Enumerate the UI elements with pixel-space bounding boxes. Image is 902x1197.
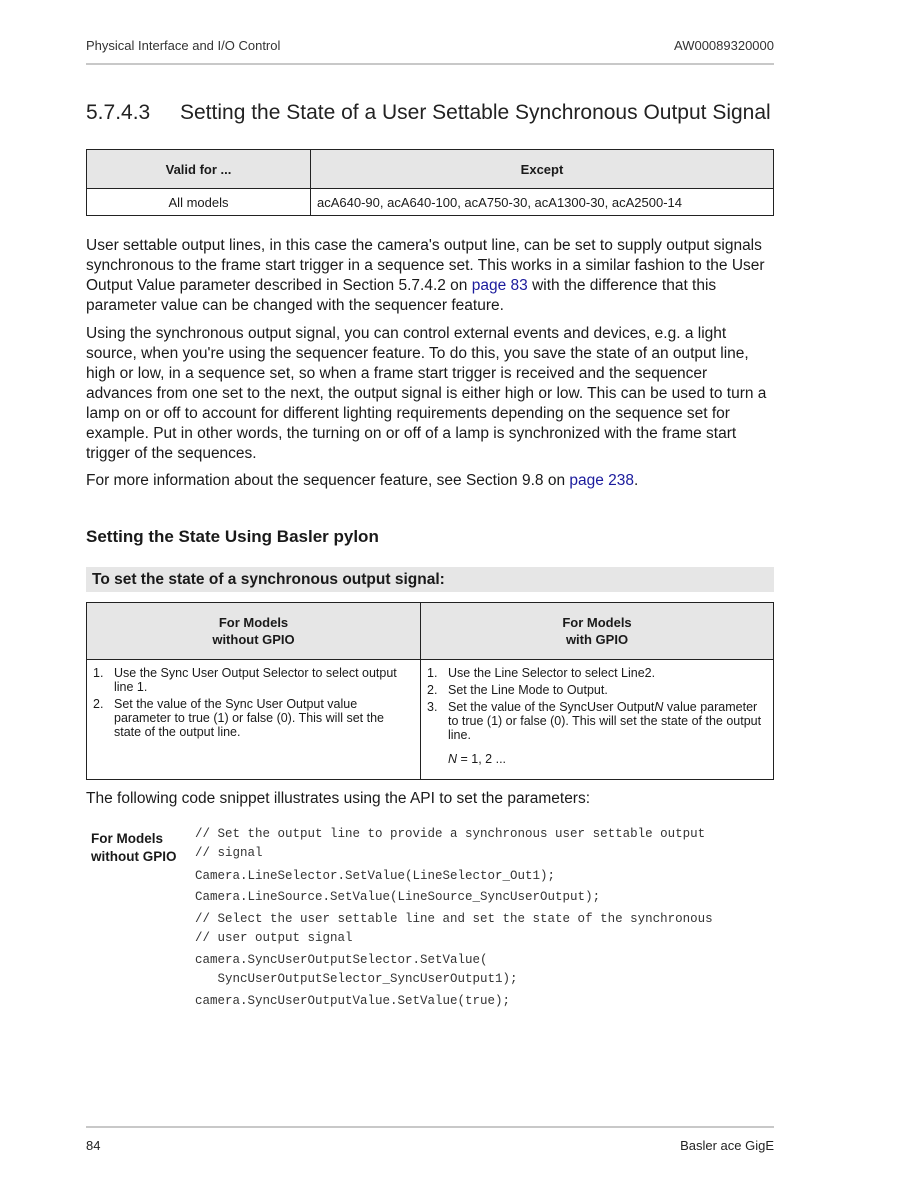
- validity-cell-except: acA640-90, acA640-100, acA750-30, acA1300-30, acA2500-14: [311, 189, 774, 216]
- code-line: // Set the output line to provide a synchronous user settable output: [195, 827, 706, 841]
- header-rule: [86, 63, 774, 65]
- n-values: = 1, 2 ...: [457, 752, 507, 766]
- list-item: [93, 697, 414, 739]
- header-line: without GPIO: [212, 632, 295, 647]
- page-83-link[interactable]: page 83: [471, 277, 528, 294]
- paragraph-text: .: [634, 472, 639, 489]
- more-info-paragraph: [86, 471, 776, 491]
- intro-paragraph: [86, 236, 776, 316]
- paragraph-text: For more information about the sequencer feature, see Section 9.8 on: [86, 472, 570, 489]
- step-number: 2.: [93, 697, 104, 711]
- step-text-italic: N: [654, 700, 664, 714]
- table-row: [87, 660, 774, 780]
- code-line: // signal: [195, 846, 263, 860]
- list-item: [427, 700, 767, 742]
- steps-header-with-gpio: [421, 603, 774, 660]
- code-label: [91, 830, 177, 866]
- code-line: camera.SyncUserOutputValue.SetValue(true);: [195, 994, 511, 1008]
- table-row: [87, 189, 774, 216]
- steps-cell-with-gpio: [421, 660, 774, 780]
- step-text: Use the Sync User Output Selector to select output line 1.: [114, 666, 397, 694]
- section-heading-text: Setting the State of a User Settable Synchronous Output Signal: [180, 101, 771, 124]
- step-text: value parameter to true (1) or false (0). This will set the state of the output line.: [448, 700, 762, 742]
- list-item: [93, 666, 414, 694]
- step-text: Set the Line Mode to Output.: [448, 683, 608, 697]
- footer-product-name: Basler ace GigE: [680, 1138, 774, 1153]
- page-number: 84: [86, 1138, 101, 1153]
- header-line: with GPIO: [565, 632, 629, 647]
- section-title: [86, 101, 771, 125]
- section-number: 5.7.4.3: [86, 101, 151, 124]
- validity-cell-valid-for: All models: [87, 189, 311, 216]
- validity-table: [86, 149, 774, 216]
- steps-header-without-gpio: [87, 603, 421, 660]
- header-document-id: AW00089320000: [674, 38, 774, 53]
- paragraph-text: with the difference that this parameter value can be changed with the sequencer feature.: [86, 277, 717, 314]
- n-variable: N: [448, 752, 458, 766]
- validity-header-except: Except: [311, 150, 774, 189]
- header-line: For Models: [562, 615, 632, 630]
- step-text: Use the Line Selector to select Line2.: [448, 666, 656, 680]
- code-line: SyncUserOutputSelector_SyncUserOutput1);: [195, 972, 518, 986]
- code-label-line: without GPIO: [91, 849, 177, 864]
- page-238-link[interactable]: page 238: [569, 472, 635, 489]
- n-values-note: [427, 752, 767, 766]
- step-text: Set the value of the Sync User Output value parameter to true (1) or false (0). This will set the state of the output line.: [114, 697, 385, 739]
- header-line: For Models: [218, 615, 289, 630]
- code-line: Camera.LineSelector.SetValue(LineSelector_Out1);: [195, 869, 556, 883]
- code-line: // Select the user settable line and set the state of the synchronous: [195, 912, 713, 926]
- steps-cell-without-gpio: [87, 660, 421, 780]
- procedure-title-bar: [86, 567, 774, 592]
- footer-rule: [86, 1126, 774, 1128]
- step-number: 1.: [427, 666, 438, 680]
- header-chapter-title: Physical Interface and I/O Control: [86, 38, 281, 53]
- step-text: Set the value of the SyncUser Output: [448, 700, 655, 714]
- procedure-title: To set the state of a synchronous output signal:: [92, 571, 445, 588]
- validity-header-valid-for: Valid for ...: [87, 150, 311, 189]
- code-line: Camera.LineSource.SetValue(LineSource_SyncUserOutput);: [195, 890, 601, 904]
- step-number: 2.: [427, 683, 438, 697]
- steps-table: [86, 602, 774, 780]
- step-number: 1.: [93, 666, 104, 680]
- subheading: Setting the State Using Basler pylon: [86, 527, 379, 546]
- code-line: camera.SyncUserOutputSelector.SetValue(: [195, 953, 488, 967]
- running-header: [86, 38, 774, 56]
- step-number: 3.: [427, 700, 438, 714]
- code-label-line: For Models: [91, 831, 164, 846]
- code-intro-text: The following code snippet illustrates using the API to set the parameters:: [86, 790, 591, 807]
- list-item: [427, 683, 767, 697]
- code-line: // user output signal: [195, 931, 353, 945]
- list-item: [427, 666, 767, 680]
- usage-paragraph: Using the synchronous output signal, you can control external events and devices, e.g. a light source, when you're using the sequencer feature. To do this, you save the state of an output line, high or low, in a sequence set, so when a frame start trigger is received and the sequencer advances from one set to the next, the output signal is either high or low. This can be used to turn a lamp on or off to account for different lighting requirements depending on the sequence set for example. Put in other words, the turning on or off of a lamp is synchronized with the frame start trigger of the sequences.: [86, 325, 767, 462]
- paragraph-text: User settable output lines, in this case the camera's output line, can be set to supply output signals synchronous to the frame start trigger in a sequence set. This works in a similar fashion to the User Output Value parameter described in Section 5.7.4.2 on: [86, 237, 765, 294]
